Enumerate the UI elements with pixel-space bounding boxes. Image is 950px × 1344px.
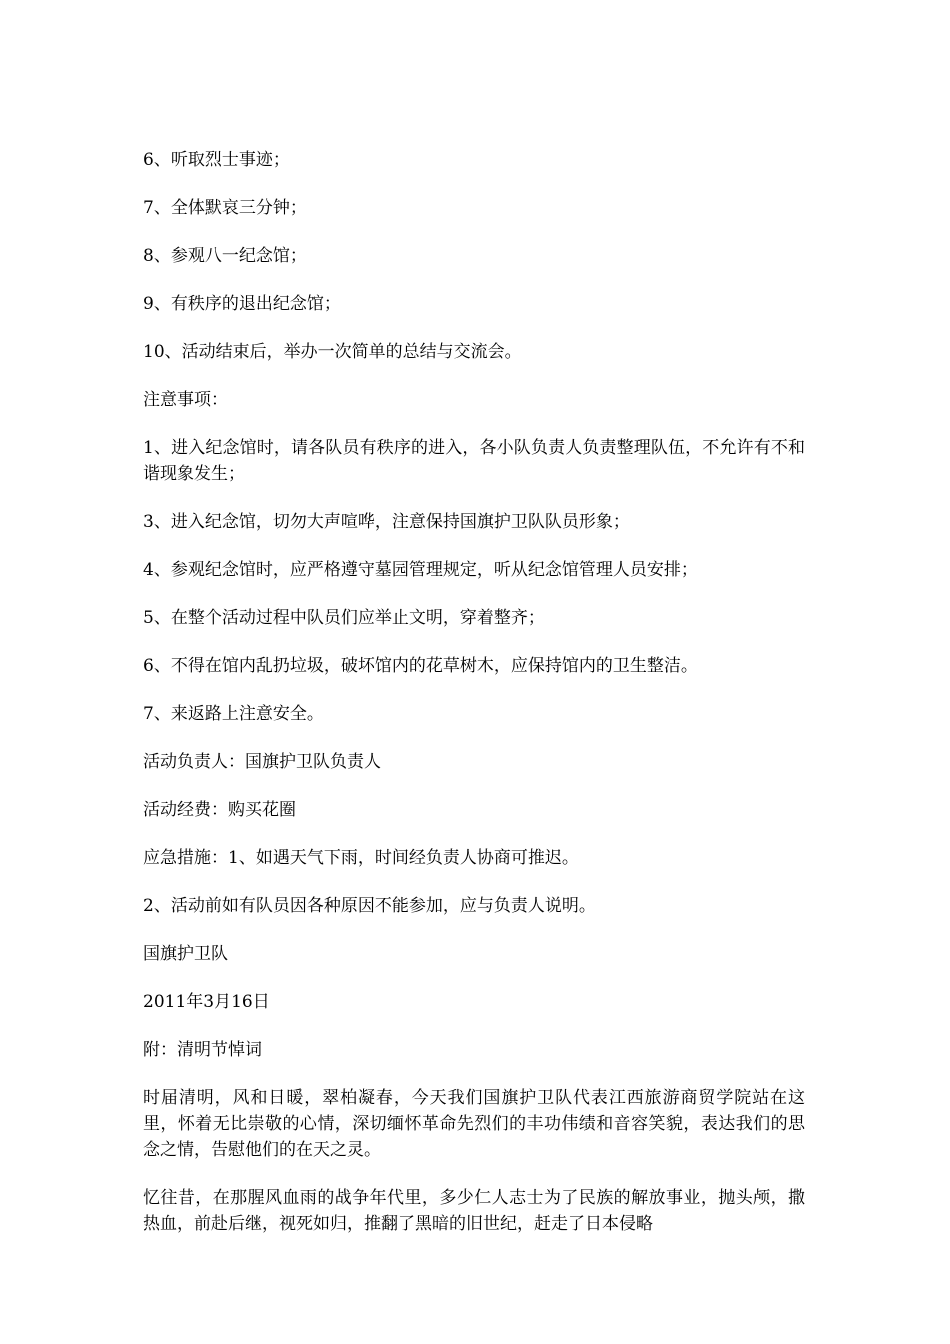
- note-5-paragraph: 5、在整个活动过程中队员们应举止文明，穿着整齐；: [143, 608, 545, 628]
- note-4-paragraph: 4、参观纪念馆时，应严格遵守墓园管理规定，听从纪念馆管理人员安排；: [143, 560, 698, 580]
- step-6-paragraph: 6、听取烈士事迹；: [143, 150, 290, 170]
- step-9-paragraph: 9、有秩序的退出纪念馆；: [143, 294, 341, 314]
- step-8-paragraph: 8、参观八一纪念馆；: [143, 246, 307, 266]
- activity-budget-line: 活动经费：购买花圈: [143, 800, 296, 820]
- step-7-paragraph: 7、全体默哀三分钟；: [143, 198, 307, 218]
- emergency-measure-1-line: 应急措施：1、如遇天气下雨，时间经负责人协商可推迟。: [143, 848, 579, 868]
- document-date: 2011年3月16日: [143, 992, 270, 1012]
- step-10-paragraph: 10、活动结束后，举办一次简单的总结与交流会。: [143, 342, 522, 362]
- activity-leader-line: 活动负责人：国旗护卫队负责人: [143, 752, 381, 772]
- note-1-paragraph: 1、进入纪念馆时，请各队员有秩序的进入，各小队负责人负责整理队伍，不允许有不和谐现象发生；: [143, 438, 805, 484]
- notes-heading: 注意事项：: [143, 390, 228, 410]
- note-3-paragraph: 3、进入纪念馆，切勿大声喧哗，注意保持国旗护卫队队员形象；: [143, 512, 630, 532]
- eulogy-paragraph-2: 忆往昔，在那腥风血雨的战争年代里，多少仁人志士为了民族的解放事业，抛头颅，撒热血，前赴后继，视死如归，推翻了黑暗的旧世纪，赶走了日本侵略: [143, 1188, 805, 1234]
- organization-signature: 国旗护卫队: [143, 944, 228, 964]
- note-6-paragraph: 6、不得在馆内乱扔垃圾，破坏馆内的花草树木，应保持馆内的卫生整洁。: [143, 656, 698, 676]
- eulogy-paragraph-1: 时届清明，风和日暖，翠柏凝春，今天我们国旗护卫队代表江西旅游商贸学院站在这里，怀着无比崇敬的心情，深切缅怀革命先烈们的丰功伟绩和音容笑貌，表达我们的思念之情，告慰他们的在天之灵。: [143, 1088, 805, 1160]
- appendix-title: 附：清明节悼词: [143, 1040, 262, 1060]
- note-7-paragraph: 7、来返路上注意安全。: [143, 704, 324, 724]
- emergency-measure-2-line: 2、活动前如有队员因各种原因不能参加，应与负责人说明。: [143, 896, 596, 916]
- document-body: [143, 147, 805, 1259]
